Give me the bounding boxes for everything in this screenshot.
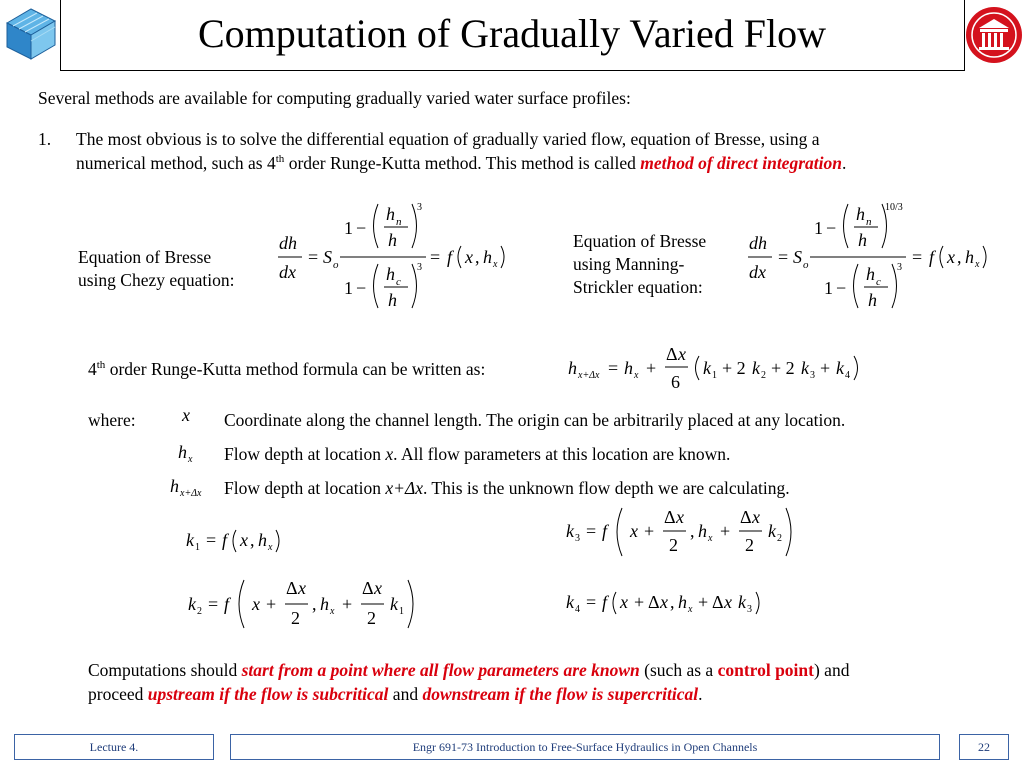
svg-text:x: x	[268, 542, 273, 553]
svg-text:dx: dx	[279, 262, 296, 282]
def-part: Flow depth at location	[224, 478, 386, 498]
svg-text:x: x	[182, 405, 190, 425]
svg-text:dx: dx	[749, 262, 766, 282]
svg-text:S: S	[793, 247, 802, 267]
svg-text:Δ: Δ	[666, 344, 678, 364]
svg-text:x: x	[252, 594, 260, 614]
svg-text:h: h	[483, 247, 492, 267]
list-item-line-2	[76, 151, 996, 175]
university-seal-logo	[965, 2, 1023, 68]
svg-text:3: 3	[810, 370, 815, 381]
svg-text:o: o	[333, 259, 339, 271]
list-item-text	[76, 127, 996, 175]
svg-text:1: 1	[344, 218, 353, 238]
svg-text:−: −	[836, 278, 847, 298]
svg-text:x: x	[708, 533, 713, 544]
svg-text:=: =	[586, 592, 597, 612]
svg-text:f: f	[929, 247, 935, 267]
conclusion-line-2	[88, 682, 988, 706]
svg-text:+: +	[634, 592, 645, 612]
ordinal-sup: th	[96, 359, 106, 371]
svg-text:x: x	[620, 592, 628, 612]
item-text-part: numerical method, such as 4	[76, 153, 276, 173]
manning-label	[573, 230, 706, 299]
chezy-label-line: using Chezy equation:	[78, 270, 235, 290]
svg-text:4: 4	[575, 604, 580, 615]
svg-text:,: ,	[250, 530, 255, 550]
svg-text:+: +	[266, 594, 277, 614]
svg-text:k: k	[390, 594, 398, 614]
svg-text:x: x	[678, 344, 686, 364]
svg-text:k: k	[186, 530, 194, 550]
conclusion-part: ) and	[813, 660, 850, 680]
svg-text:=: =	[608, 358, 619, 378]
item-text-part: .	[841, 153, 847, 173]
svg-text:x: x	[240, 530, 248, 550]
item-text-part: order Runge-Kutta method. This method is called	[284, 153, 641, 173]
footer-page-number: 22	[959, 734, 1009, 760]
svg-text:2: 2	[761, 370, 766, 381]
svg-text:Δ: Δ	[286, 578, 298, 598]
highlight-upstream: upstream if the flow is subcritical	[147, 684, 389, 704]
svg-text:+: +	[646, 358, 657, 378]
svg-text:=: =	[430, 247, 441, 267]
svg-text:3: 3	[417, 202, 422, 213]
svg-text:+: +	[644, 521, 655, 541]
where-label: where:	[88, 410, 136, 430]
conclusion-part: .	[698, 684, 703, 704]
svg-text:x: x	[374, 578, 382, 598]
svg-text:f: f	[224, 594, 230, 614]
svg-text:4: 4	[845, 370, 850, 381]
svg-text:1: 1	[814, 218, 823, 238]
svg-text:1: 1	[344, 278, 353, 298]
chezy-equation	[276, 196, 526, 316]
runge-kutta-label	[88, 357, 485, 381]
svg-text:x: x	[493, 259, 498, 270]
svg-text:+ 2: + 2	[771, 358, 795, 378]
svg-text:−: −	[356, 218, 367, 238]
svg-text:−: −	[356, 278, 367, 298]
def-part: . This is the unknown flow depth we are calculating.	[423, 478, 790, 498]
def-x: Coordinate along the channel length. The origin can be arbitrarily placed at any location.	[224, 410, 846, 430]
svg-text:3: 3	[575, 533, 580, 544]
svg-text:2: 2	[669, 535, 678, 555]
svg-text:3: 3	[897, 262, 902, 273]
conclusion-line-1	[88, 658, 988, 682]
svg-text:x: x	[752, 507, 760, 527]
svg-text:f: f	[222, 530, 228, 550]
svg-text:c: c	[396, 276, 401, 288]
svg-text:c: c	[876, 276, 881, 288]
svg-text:2: 2	[291, 608, 300, 628]
conclusion-text	[88, 658, 988, 706]
svg-text:k: k	[566, 521, 574, 541]
page-title: Computation of Gradually Varied Flow	[197, 11, 827, 56]
svg-text:,: ,	[957, 247, 962, 267]
svg-text:x: x	[330, 606, 335, 617]
svg-text:x: x	[975, 259, 980, 270]
svg-text:x: x	[634, 370, 639, 381]
svg-text:6: 6	[671, 372, 680, 392]
svg-text:x: x	[676, 507, 684, 527]
svg-text:−: −	[826, 218, 837, 238]
svg-text:h: h	[320, 594, 329, 614]
svg-text:Δ: Δ	[664, 507, 676, 527]
conclusion-part: (such as a	[639, 660, 718, 680]
svg-text:1: 1	[399, 606, 404, 617]
svg-text:h: h	[170, 476, 179, 496]
header-rule	[60, 70, 964, 71]
svg-text:n: n	[866, 216, 872, 228]
svg-text:x+Δx: x+Δx	[180, 488, 202, 499]
ordinal-sup: th	[275, 153, 285, 165]
svg-text:h: h	[866, 264, 875, 284]
symbol-hx-dx	[166, 472, 216, 502]
svg-text:x: x	[724, 592, 732, 612]
conclusion-part: proceed	[88, 684, 148, 704]
manning-label-line: Equation of Bresse	[573, 231, 707, 251]
svg-text:10/3: 10/3	[885, 202, 903, 213]
svg-text:n: n	[396, 216, 402, 228]
svg-text:=: =	[912, 247, 923, 267]
manning-label-line: Strickler equation:	[573, 277, 703, 297]
svg-text:o: o	[803, 259, 809, 271]
svg-text:,: ,	[312, 594, 317, 614]
runge-kutta-formula	[566, 340, 866, 396]
highlight-direct-integration: method of direct integration	[640, 153, 842, 173]
svg-text:=: =	[586, 521, 597, 541]
svg-text:=: =	[206, 530, 217, 550]
svg-text:k: k	[703, 358, 711, 378]
svg-text:Δ: Δ	[740, 507, 752, 527]
svg-text:1: 1	[712, 370, 717, 381]
svg-text:x: x	[188, 454, 193, 465]
svg-text:x: x	[298, 578, 306, 598]
svg-text:=: =	[208, 594, 219, 614]
manning-label-line: using Manning-	[573, 254, 685, 274]
svg-text:h: h	[678, 592, 687, 612]
svg-text:k: k	[738, 592, 746, 612]
chezy-label-line: Equation of Bresse	[78, 247, 212, 267]
svg-text:,: ,	[670, 592, 675, 612]
svg-text:k: k	[768, 521, 776, 541]
svg-text:2: 2	[197, 606, 202, 617]
svg-text:f: f	[447, 247, 453, 267]
svg-text:x: x	[688, 604, 693, 615]
svg-text:+: +	[720, 521, 731, 541]
svg-text:h: h	[388, 290, 397, 310]
def-hx	[224, 442, 730, 466]
manning-equation	[746, 196, 1006, 316]
highlight-control-point: control point	[717, 660, 814, 680]
svg-text:k: k	[188, 594, 196, 614]
k2-formula	[186, 574, 426, 634]
svg-text:S: S	[323, 247, 332, 267]
svg-text:=: =	[778, 247, 789, 267]
svg-text:x: x	[465, 247, 473, 267]
highlight-start-point: start from a point where all flow parameters are known	[241, 660, 640, 680]
svg-text:+: +	[698, 592, 709, 612]
intro-text: Several methods are available for computing gradually varied water surface profiles:	[38, 88, 631, 108]
svg-text:h: h	[965, 247, 974, 267]
svg-text:f: f	[602, 592, 608, 612]
svg-text:x: x	[660, 592, 668, 612]
conclusion-part: and	[388, 684, 423, 704]
svg-text:h: h	[698, 521, 707, 541]
svg-text:x: x	[630, 521, 638, 541]
svg-text:h: h	[258, 530, 267, 550]
list-number: 1.	[38, 129, 52, 149]
svg-text:h: h	[624, 358, 633, 378]
svg-text:3: 3	[747, 604, 752, 615]
svg-text:dh: dh	[749, 233, 767, 253]
def-italic: x	[385, 444, 394, 464]
svg-text:Δ: Δ	[648, 592, 660, 612]
svg-text:k: k	[836, 358, 844, 378]
k3-formula	[564, 504, 804, 564]
def-part: . All flow parameters at this location are known.	[393, 444, 731, 464]
svg-text:k: k	[801, 358, 809, 378]
rk-label-part: order Runge-Kutta method formula can be written as:	[105, 359, 486, 379]
def-italic: x+Δx	[385, 478, 423, 498]
svg-text:x: x	[947, 247, 955, 267]
chezy-label	[78, 246, 235, 292]
footer-course-title: Engr 691-73 Introduction to Free-Surface Hydraulics in Open Channels	[230, 734, 940, 760]
svg-text:2: 2	[745, 535, 754, 555]
svg-text:h: h	[858, 230, 867, 250]
svg-text:+: +	[820, 358, 831, 378]
rk-label-part: 4	[88, 359, 97, 379]
svg-text:2: 2	[367, 608, 376, 628]
svg-text:h: h	[386, 264, 395, 284]
svg-text:h: h	[178, 442, 187, 462]
def-hx-dx	[224, 476, 790, 500]
svg-text:h: h	[386, 204, 395, 224]
list-item-line-1: The most obvious is to solve the differential equation of gradually varied flow, equation of Bresse, using a	[76, 129, 820, 149]
svg-text:,: ,	[475, 247, 480, 267]
symbol-x	[168, 402, 208, 428]
svg-text:h: h	[568, 358, 577, 378]
svg-text:+: +	[342, 594, 353, 614]
svg-text:=: =	[308, 247, 319, 267]
svg-text:+ 2: + 2	[722, 358, 746, 378]
svg-text:h: h	[388, 230, 397, 250]
k1-formula	[184, 522, 304, 556]
def-part: Flow depth at location	[224, 444, 386, 464]
svg-text:3: 3	[417, 262, 422, 273]
svg-text:1: 1	[195, 542, 200, 553]
svg-text:2: 2	[777, 533, 782, 544]
svg-text:Δ: Δ	[362, 578, 374, 598]
svg-text:Δ: Δ	[712, 592, 724, 612]
svg-text:k: k	[752, 358, 760, 378]
svg-text:h: h	[868, 290, 877, 310]
svg-text:k: k	[566, 592, 574, 612]
k4-formula	[564, 586, 794, 620]
symbol-hx	[168, 438, 208, 468]
svg-text:1: 1	[824, 278, 833, 298]
svg-text:h: h	[856, 204, 865, 224]
highlight-downstream: downstream if the flow is supercritical	[422, 684, 699, 704]
svg-text:x+Δx: x+Δx	[578, 370, 600, 381]
footer-lecture: Lecture 4.	[14, 734, 214, 760]
channel-flow-logo	[1, 1, 59, 67]
conclusion-part: Computations should	[88, 660, 242, 680]
svg-text:f: f	[602, 521, 608, 541]
svg-text:,: ,	[690, 521, 695, 541]
svg-text:dh: dh	[279, 233, 297, 253]
